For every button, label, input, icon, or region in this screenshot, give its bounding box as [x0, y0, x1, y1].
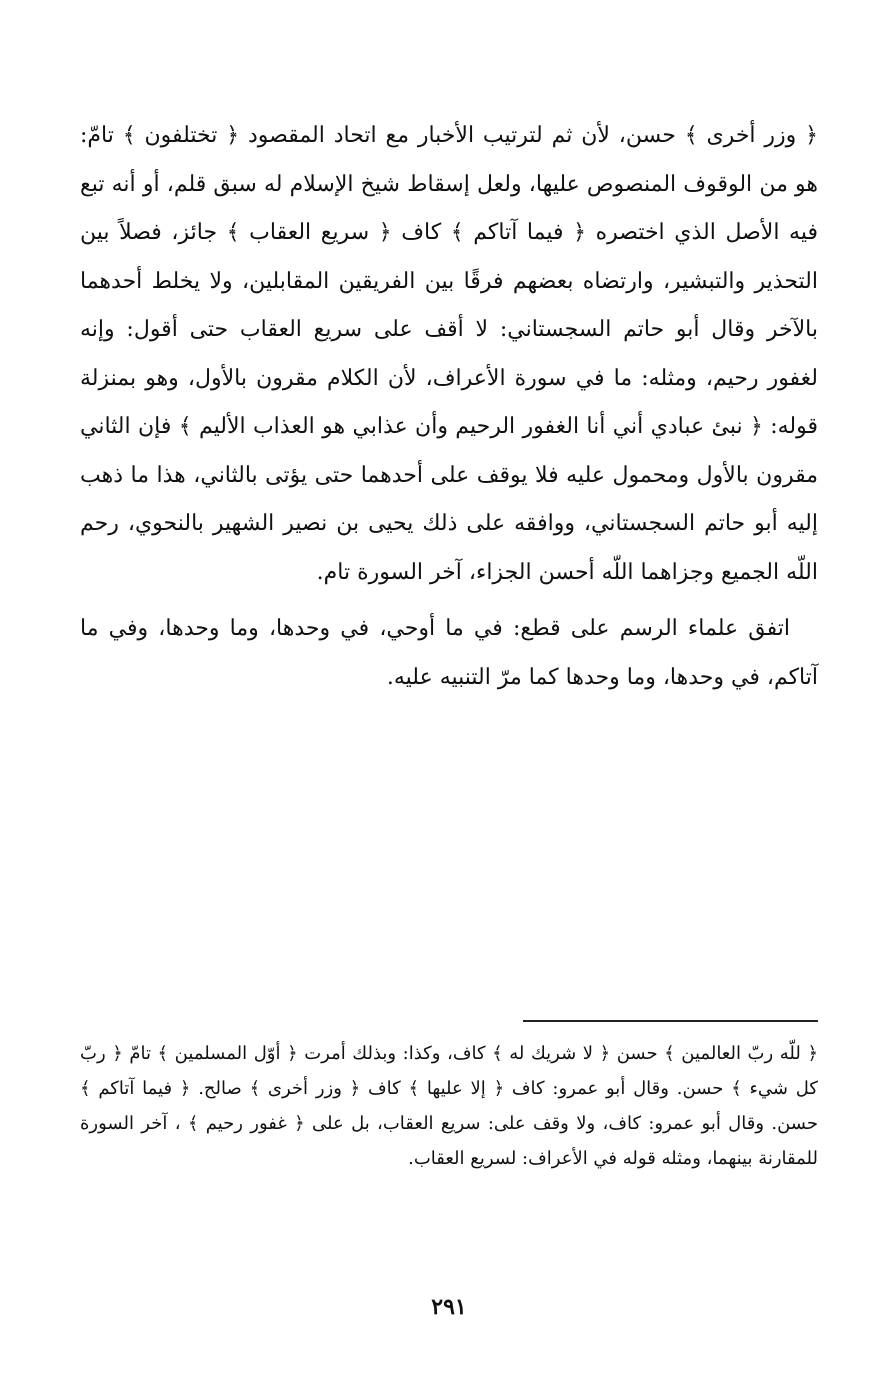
body-paragraph-1: ﴿ وزر أخرى ﴾ حسن، لأن ثم لترتيب الأخبار مع اتحاد المقصود ﴿ تختلفون ﴾ تامّ: هو من الوقوف المنصوص عليها، ولعل إسقاط شيخ الإسلام له سبق قلم، أو أنه تبع فيه الأصل الذي اختصره ﴿ فيما آتاكم ﴾ كاف ﴿ سريع العقاب ﴾ جائز، فصلاً بين التحذير والتبشير، وارتضاه بعضهم فرقًا بين الفريقين المقابلين، ولا يخلط أحدهما بالآخر وقال أبو حاتم السجستاني: لا أقف على سريع العقاب حتى أقول: وإنه لغفور رحيم، ومثله: ما في سورة الأعراف، لأن الكلام مقرون بالأول، وهو بمنزلة قوله: ﴿ نبئ عبادي أني أنا الغفور الرحيم وأن عذابي هو العذاب الأليم ﴾ فإن الثاني مقرون بالأول ومحمول عليه فلا يوقف على أحدهما حتى يؤتى بالثاني، هذا ما ذهب إليه أبو حاتم السجستاني، ووافقه على ذلك يحيى بن نصير الشهير بالنحوي، رحم اللّه الجميع وجزاهما اللّه أحسن الجزاء، آخر السورة تام.: [80, 123, 818, 585]
footnote-divider: [523, 1020, 818, 1022]
body-paragraph-2: اتفق علماء الرسم على قطع: في ما أوحي، في وحدها، وما وحدها، وفي ما آتاكم، في وحدها، وما وحدها كما مرّ التنبيه عليه.: [80, 616, 818, 690]
main-text: [80, 112, 818, 702]
page-number: ٢٩١: [431, 1294, 467, 1320]
footnote-text: ﴿ للّه ربّ العالمين ﴾ حسن ﴿ لا شريك له ﴾ كاف، وكذا: وبذلك أمرت ﴿ أوّل المسلمين ﴾ تامّ ﴿ ربّ كل شيء ﴾ حسن. وقال أبو عمرو: كاف ﴿ إلا عليها ﴾ كاف ﴿ وزر أخرى ﴾ صالح. ﴿ فيما آتاكم ﴾ حسن. وقال أبو عمرو: كاف، ولا وقف على: سريع العقاب، بل على ﴿ غفور رحيم ﴾ ، آخر السورة للمقارنة بينهما، ومثله قوله في الأعراف: لسريع العقاب.: [80, 1043, 818, 1169]
footnotes: [80, 1036, 818, 1176]
book-page: [80, 112, 818, 1320]
